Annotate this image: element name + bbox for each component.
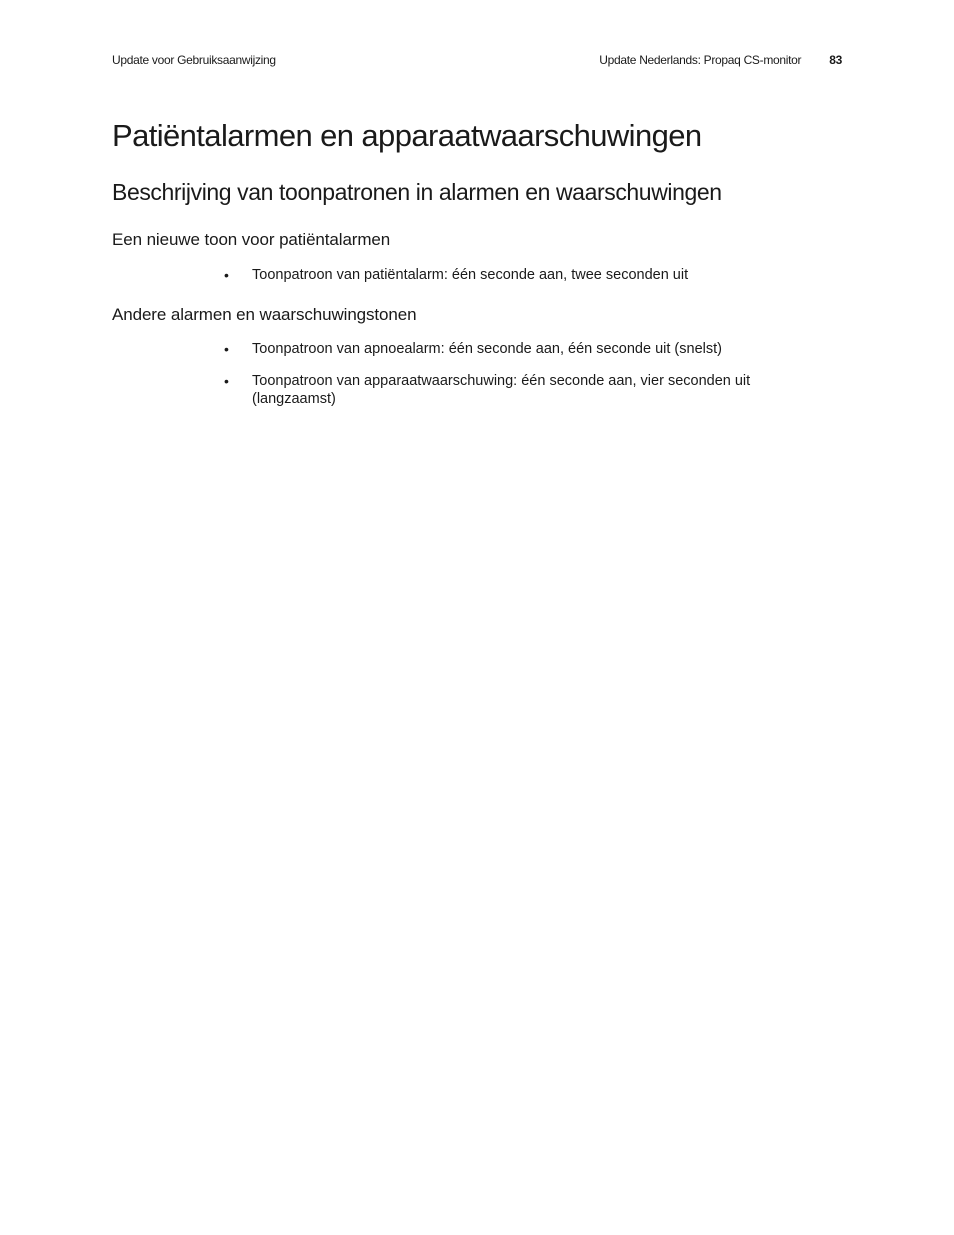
list-item: [224, 372, 784, 408]
list-item-text: Toonpatroon van apparaatwaarschuwing: één seconde aan, vier seconden uit (langzaamst): [252, 373, 751, 407]
bullet-dot-icon: •: [224, 373, 229, 389]
header-product-title: Update Nederlands: Propaq CS-monitor: [599, 53, 802, 67]
list-item: [224, 266, 784, 284]
list-item-text: Toonpatroon van apnoealarm: één seconde aan, één seconde uit (snelst): [252, 341, 722, 357]
bullet-list-patient-alarms: [224, 266, 784, 298]
page-header: [112, 53, 842, 69]
list-item: [224, 340, 784, 358]
page-title: Patiëntalarmen en apparaatwaarschuwingen: [112, 118, 702, 153]
page-number: 83: [829, 53, 842, 67]
bullet-list-other-alarms: [224, 340, 784, 422]
subsection-heading-patient-alarms: Een nieuwe toon voor patiëntalarmen: [112, 230, 391, 249]
header-document-title: Update voor Gebruiksaanwijzing: [112, 53, 276, 67]
list-item-text: Toonpatroon van patiëntalarm: één seconde aan, twee seconden uit: [252, 267, 689, 283]
section-heading: Beschrijving van toonpatronen in alarmen en waarschuwingen: [112, 179, 722, 205]
bullet-dot-icon: •: [224, 267, 229, 283]
header-right-group: [599, 53, 842, 67]
bullet-dot-icon: •: [224, 341, 229, 357]
subsection-heading-other-alarms: Andere alarmen en waarschuwingstonen: [112, 305, 417, 324]
